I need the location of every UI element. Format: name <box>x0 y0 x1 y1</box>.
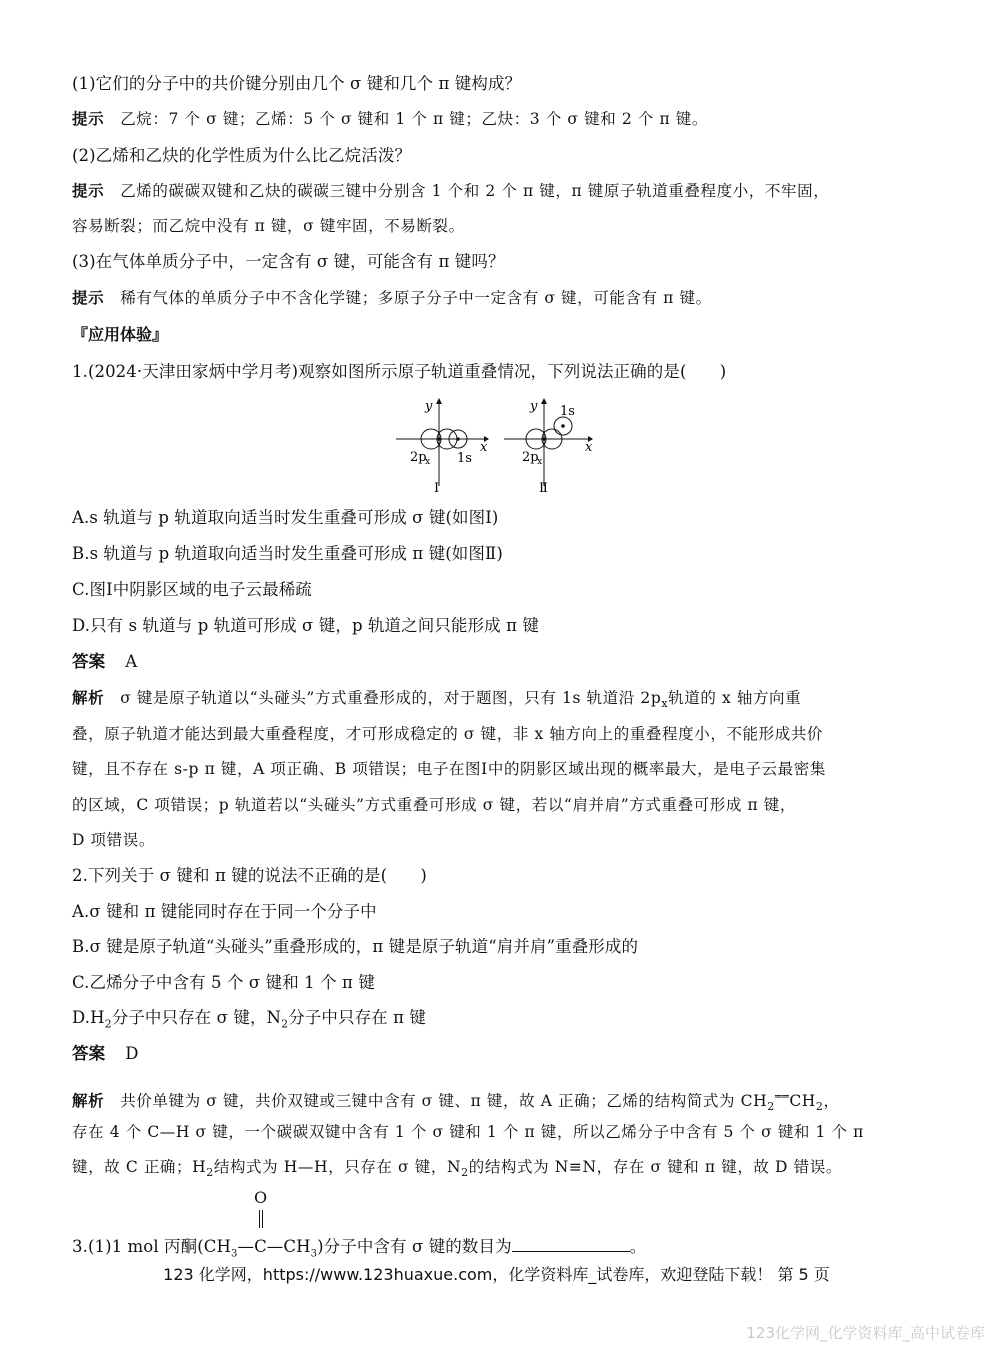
problem-3-end: 。 <box>629 1237 647 1256</box>
analysis-text: 共价单键为 σ 键，共价双键或三键中含有 σ 键、π 键，故 A 正确；乙烯的结构简式为 CH <box>120 1092 768 1110</box>
problem-2-analysis-2: 存在 4 个 C—H σ 键，一个碳碳双键中含有 1 个 σ 键和 1 个 π 键，所以乙烯分子中含有 5 个 σ 键和 1 个 π <box>72 1123 864 1141</box>
fig2-caption: Ⅱ <box>539 481 548 496</box>
fig2-p-sub: x <box>537 457 543 467</box>
watermark: 123化学网_化学资料库_高中试卷库 <box>746 1324 985 1342</box>
hint-2 <box>72 179 829 203</box>
hint-label: 提示 <box>72 289 105 307</box>
fig1-p-sub: x <box>425 457 431 467</box>
acetone-formula <box>203 1237 318 1260</box>
hint-label: 提示 <box>72 110 105 128</box>
option-text: D.H <box>72 1008 105 1027</box>
fig1-caption: Ⅰ <box>434 481 440 496</box>
analysis-label: 解析 <box>72 1092 105 1110</box>
fig1-y-label: y <box>425 399 433 414</box>
hint-3-text: 稀有气体的单质分子中不含化学键；多原子分子中一定含有 σ 键，可能含有 π 键。 <box>120 289 712 307</box>
problem-2-analysis-3 <box>72 1155 842 1185</box>
subscript: 2 <box>104 1017 112 1031</box>
analysis-text: 轨道的 x 轴方向重 <box>668 689 802 707</box>
hint-1-text: 乙烷：7 个 σ 键；乙烯：5 个 σ 键和 1 个 π 键；乙炔：3 个 σ 键和 2 个 π 键。 <box>120 110 708 128</box>
problem-1-stem: 1.(2024·天津田家炳中学月考)观察如图所示原子轨道重叠情况，下列说法正确的是( ) <box>72 362 727 381</box>
fig1-p-label: 2p <box>410 450 427 465</box>
subscript: 2 <box>461 1166 469 1180</box>
answer-value: A <box>125 652 138 671</box>
problem-2-answer <box>72 1042 139 1066</box>
section-title: 『应用体验』 <box>72 325 169 344</box>
subscript: 2 <box>815 1100 824 1114</box>
analysis-text: CH <box>789 1092 816 1110</box>
fig2-s-nucleus <box>561 424 565 428</box>
analysis-text: ， <box>823 1092 840 1110</box>
analysis-text: 键，故 C 正确；H <box>72 1158 207 1176</box>
problem-1-option-b: B.s 轨道与 p 轨道取向适当时发生重叠可形成 π 键(如图Ⅱ) <box>72 544 503 563</box>
problem-1-analysis-2: 叠，原子轨道才能达到最大重叠程度，才可形成稳定的 σ 键，非 x 轴方向上的重叠程度小，不能形成共价 <box>72 725 824 743</box>
question-1: (1)它们的分子中的共价键分别由几个 σ 键和几个 π 键构成？ <box>72 74 522 93</box>
fig1-p-nucleus <box>437 437 441 441</box>
analysis-text: σ 键是原子轨道以“头碰头”方式重叠形成的，对于题图，只有 1s 轨道沿 2p <box>120 689 662 707</box>
problem-2-option-d <box>72 1006 426 1036</box>
problem-1-analysis-5: D 项错误。 <box>72 831 155 849</box>
problem-1-option-a: A.s 轨道与 p 轨道取向适当时发生重叠可形成 σ 键(如图Ⅰ) <box>72 508 499 527</box>
fig2-x-label: x <box>585 440 593 455</box>
problem-1-analysis-1 <box>72 686 801 716</box>
formula-part: —C— <box>237 1237 284 1256</box>
analysis-label: 解析 <box>72 689 105 707</box>
hint-3 <box>72 286 712 310</box>
problem-1-answer <box>72 650 137 674</box>
hint-1 <box>72 107 708 131</box>
subscript: x <box>661 697 669 711</box>
subscript: 3 <box>231 1248 238 1260</box>
problem-1-analysis-3: 键，且不存在 s-p π 键，A 项正确、B 项错误；电子在图Ⅰ中的阴影区域出现的概率最大，是电子云最密集 <box>72 760 826 778</box>
analysis-text: 结构式为 H—H，只存在 σ 键，N <box>213 1158 462 1176</box>
fig2-s-label: 1s <box>560 404 575 419</box>
hint-label: 提示 <box>72 182 105 200</box>
problem-1-analysis-4: 的区域，C 项错误；p 轨道若以“头碰头”方式重叠可形成 σ 键，若以“肩并肩”方式重叠可形成 π 键， <box>72 796 797 814</box>
problem-2-stem: 2.下列关于 σ 键和 π 键的说法不正确的是( ) <box>72 866 427 885</box>
problem-2-option-b: B.σ 键是原子轨道“头碰头”重叠形成的，π 键是原子轨道“肩并肩”重叠形成的 <box>72 937 639 956</box>
fig1-s-label: 1s <box>457 451 472 466</box>
fig1-y-arrow <box>436 398 442 404</box>
problem-2-analysis-1 <box>72 1085 840 1119</box>
carbonyl-double-bond <box>259 1210 263 1228</box>
subscript: 2 <box>281 1017 289 1031</box>
option-text: 分子中只存在 σ 键，N <box>111 1008 282 1027</box>
formula-part: CH <box>203 1237 232 1256</box>
page-footer: 123 化学网，https://www.123huaxue.com，化学资料库_试卷库，欢迎登陆下载！ 第 5 页 <box>163 1265 830 1284</box>
subscript: 3 <box>310 1248 318 1260</box>
answer-label: 答案 <box>72 1044 106 1063</box>
answer-label: 答案 <box>72 652 106 671</box>
fig2-p-label: 2p <box>522 450 539 465</box>
question-2: (2)乙烯和乙炔的化学性质为什么比乙烷活泼？ <box>72 146 412 165</box>
problem-3-prefix: 3.(1)1 mol 丙酮( <box>72 1237 204 1256</box>
orbital-diagram <box>392 396 602 498</box>
oxygen-atom: O <box>254 1188 268 1207</box>
hint-2-cont: 容易断裂；而乙烷中没有 π 键，σ 键牢固，不易断裂。 <box>72 217 465 235</box>
subscript: 2 <box>767 1100 775 1114</box>
fig1-x-label: x <box>480 440 488 455</box>
option-text: 分子中只存在 π 键 <box>288 1008 427 1027</box>
answer-blank[interactable] <box>512 1233 630 1252</box>
answer-value: D <box>125 1044 139 1063</box>
analysis-text: 的结构式为 N≡N，存在 σ 键和 π 键，故 D 错误。 <box>468 1158 842 1176</box>
problem-1-option-c: C.图Ⅰ中阴影区域的电子云最稀疏 <box>72 580 312 599</box>
formula-part: CH <box>283 1237 311 1256</box>
problem-3-suffix: )分子中含有 σ 键的数目为 <box>317 1237 512 1256</box>
fig1-s-nucleus <box>456 437 460 441</box>
fig2-y-arrow <box>541 398 547 404</box>
problem-2-option-a: A.σ 键和 π 键能同时存在于同一个分子中 <box>72 902 377 921</box>
problem-1-option-d: D.只有 s 轨道与 p 轨道可形成 σ 键，p 轨道之间只能形成 π 键 <box>72 616 539 635</box>
fig2-p-nucleus <box>542 437 546 441</box>
question-3: (3)在气体单质分子中，一定含有 σ 键，可能含有 π 键吗？ <box>72 252 505 271</box>
problem-2-option-c: C.乙烯分子中含有 5 个 σ 键和 1 个 π 键 <box>72 973 375 992</box>
double-bond: ══ <box>774 1090 790 1103</box>
subscript: 2 <box>206 1166 214 1180</box>
fig2-y-label: y <box>530 399 538 414</box>
orbital-figure <box>392 396 602 502</box>
hint-2-text-1: 乙烯的碳碳双键和乙炔的碳碳三键中分别含 1 个和 2 个 π 键，π 键原子轨道重叠程度小，不牢固， <box>120 182 830 200</box>
